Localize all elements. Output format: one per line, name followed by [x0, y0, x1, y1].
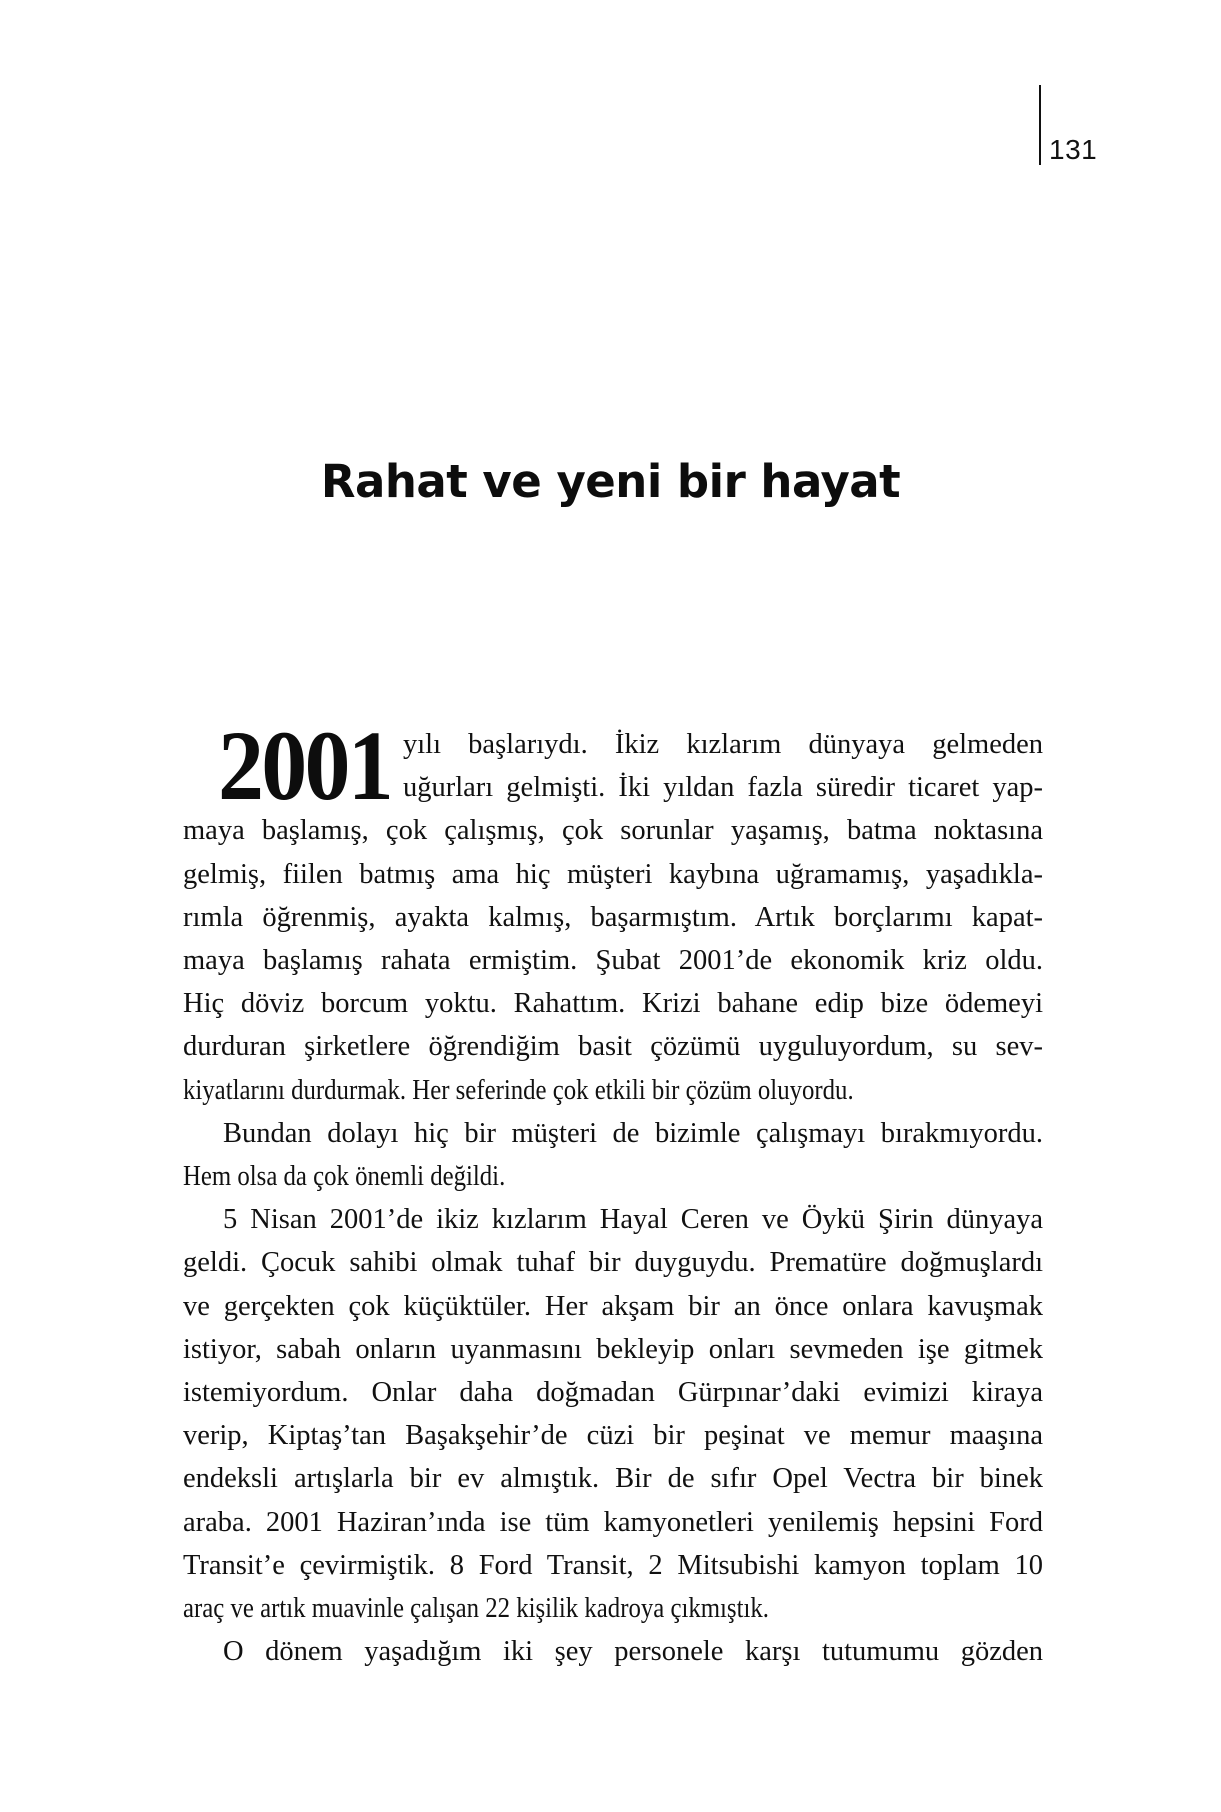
text-line: durduran şirketlere öğrendiğim basit çözümü uyguluyordum, su sev- — [183, 1031, 1043, 1063]
text-line: yılı başlarıydı. İkiz kızlarım dünyaya gelmeden — [403, 729, 1043, 760]
text-line: araba. 2001 Haziran’ında ise tüm kamyonetleri yenilemiş hepsini Ford — [183, 1506, 1043, 1538]
text-line: ve gerçekten çok küçüktüler. Her akşam bir an önce onlara kavuşmak — [183, 1290, 1043, 1322]
text-line: verip, Kiptaş’tan Başakşehir’de cüzi bir peşinat ve memur maaşına — [183, 1420, 1043, 1452]
text-line: gelmiş, fiilen batmış ama hiç müşteri kaybına uğramamış, yaşadıkla- — [183, 858, 1043, 890]
text-line: geldi. Çocuk sahibi olmak tuhaf bir duyguydu. Prematüre doğmuşlardı — [183, 1247, 1043, 1279]
text-line: Hiç döviz borcum yoktu. Rahattım. Krizi bahane edip bize ödemeyi — [183, 988, 1043, 1020]
text-line: araç ve artık muavinle çalışan 22 kişilik kadroya çıkmıştık. — [183, 1593, 769, 1624]
text-line: O dönem yaşadığım iki şey personele karşı tutumumu gözden — [223, 1636, 1043, 1668]
text-line: maya başlamış, çok çalışmış, çok sorunlar yaşamış, batma noktasına — [183, 815, 1043, 847]
text-line: maya başlamış rahata ermiştim. Şubat 2001’de ekonomik kriz oldu. — [183, 945, 1043, 976]
text-line: 5 Nisan 2001’de ikiz kızlarım Hayal Ceren ve Öykü Şirin dünyaya — [223, 1204, 1043, 1236]
text-line: Transit’e çevirmiştik. 8 Ford Transit, 2 Mitsubishi kamyon toplam 10 — [183, 1549, 1043, 1581]
text-line: Hem olsa da çok önemli değildi. — [183, 1161, 506, 1192]
text-line: kiyatlarını durdurmak. Her seferinde çok etkili bir çözüm oluyordu. — [183, 1074, 854, 1106]
page-number-rule — [1039, 85, 1041, 165]
text-line: istiyor, sabah onların uyanmasını bekleyip onları sevmeden işe gitmek — [183, 1333, 1043, 1365]
text-line: endeksli artışlarla bir ev almıştık. Bir de sıfır Opel Vectra bir binek — [183, 1463, 1043, 1495]
chapter-title: Rahat ve yeni bir hayat — [320, 455, 901, 508]
page-number: 131 — [1049, 134, 1098, 165]
text-line: istemiyordum. Onlar daha doğmadan Gürpınar’daki evimizi kiraya — [183, 1377, 1043, 1408]
text-line: Bundan dolayı hiç bir müşteri de bizimle çalışmayı bırakmıyordu. — [223, 1117, 1043, 1149]
drop-cap: 2001 — [218, 710, 391, 821]
text-line: rımla öğrenmiş, ayakta kalmış, başarmıştım. Artık borçlarımı kapat- — [183, 901, 1043, 933]
text-line: uğurları gelmişti. İki yıldan fazla süredir ticaret yap- — [403, 772, 1043, 804]
